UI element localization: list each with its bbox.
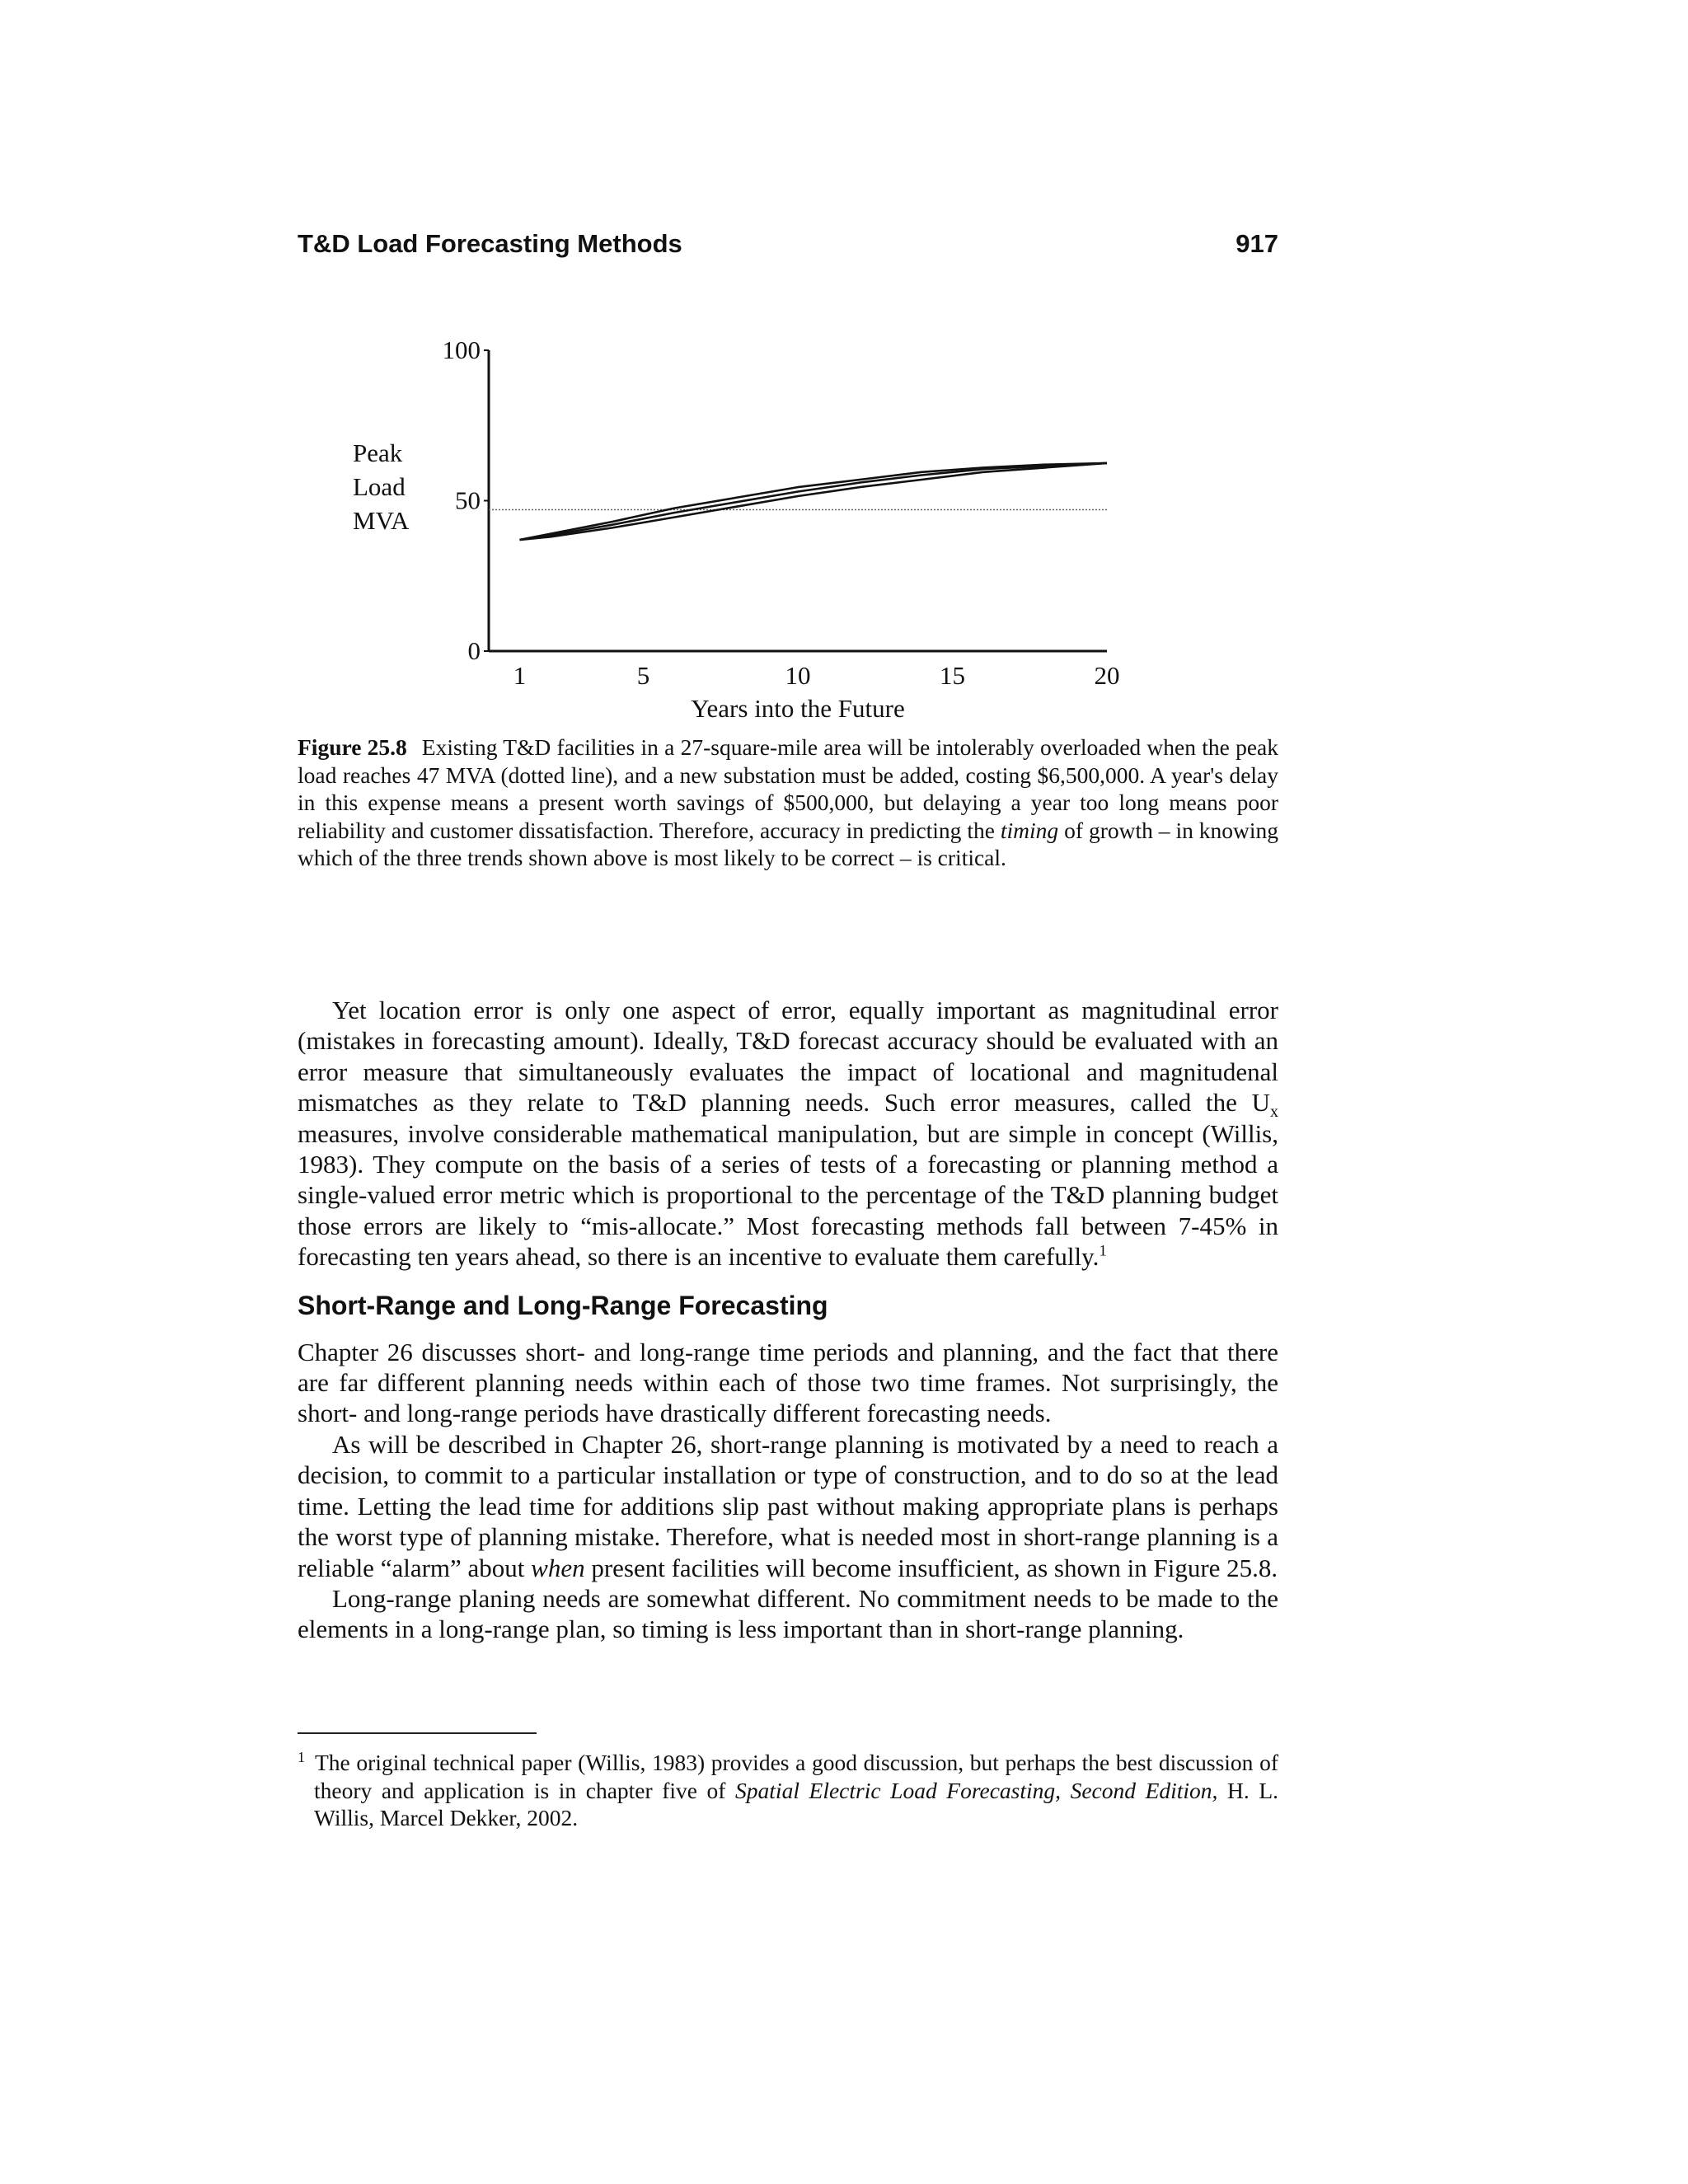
y-axis-label-line-2: MVA xyxy=(353,506,410,535)
running-head-title: T&D Load Forecasting Methods xyxy=(298,229,682,258)
x-tick-label-3: 15 xyxy=(940,661,965,690)
load-growth-chart xyxy=(0,0,1688,725)
page-number: 917 xyxy=(1236,229,1278,258)
series-line-3 xyxy=(520,463,1108,540)
x-tick-label-0: 1 xyxy=(513,661,527,690)
caption-italic: timing xyxy=(1000,817,1059,843)
footnote-text-a: The original technical paper (Willis, 1983) provides a good discussion, but perhaps the best discussion of theory and application is in chapter five of xyxy=(314,1750,1278,1803)
footnote-rule xyxy=(298,1732,537,1734)
x-tick-label-2: 10 xyxy=(785,661,811,690)
paragraph-1 xyxy=(298,995,1278,1272)
paragraph-3 xyxy=(298,1429,1278,1583)
body-text xyxy=(298,995,1278,1645)
footnote-marker: 1 xyxy=(298,1748,305,1765)
footnote-text-b: H. L. Willis, Marcel Dekker, 2002. xyxy=(314,1777,1278,1830)
subscript-x: x xyxy=(1270,1103,1278,1122)
y-axis-label-line-1: Load xyxy=(353,472,406,501)
footnote-ref-1: 1 xyxy=(1099,1242,1107,1260)
figure-label: Figure 25.8 xyxy=(298,734,407,760)
figure-caption xyxy=(298,733,1278,872)
paragraph-1-text-a: Yet location error is only one aspect of error, equally important as magnitudinal error (mistakes in forecasting amount). Ideally, T&D forecast accuracy should be evaluated with an error measure that simultaneously evaluates the impact of locational and magnitudenal mismatches as they relate to T&D planning needs. Such error measures, called the U xyxy=(298,996,1278,1118)
section-heading: Short-Range and Long-Range Forecasting xyxy=(298,1290,828,1320)
paragraph-1-text-b: measures, involve considerable mathematical manipulation, but are simple in concept (Willis, 1983). They compute on the basis of a series of tests of a forecasting or planning method a single-valued error metric which is proportional to the percentage of the T&D planning budget those errors are likely to “mis-allocate.” Most forecasting methods fall between 7-45% in forecasting ten years ahead, so there is an incentive to evaluate them carefully. xyxy=(298,1118,1278,1272)
paragraph-3-text-a: As will be described in Chapter 26, short-range planning is motivated by a need to reach a decision, to commit to a particular installation or type of construction, and to do so at the lead time. Letting the lead time for additions slip past without making appropriate plans is perhaps the worst type of planning mistake. Therefore, what is needed most in short-range planning is a reliable “alarm” about xyxy=(298,1429,1278,1582)
footnote-italic: Spatial Electric Load Forecasting, Second Edition, xyxy=(735,1777,1218,1803)
figure-25-8 xyxy=(0,0,1688,725)
x-tick-label-4: 20 xyxy=(1094,661,1120,690)
y-tick-label-0: 0 xyxy=(467,636,481,665)
paragraph-4: Long-range planing needs are somewhat different. No commitment needs to be made to the elements in a long-range plan, so timing is less important than in short-range planning. xyxy=(298,1583,1278,1644)
y-axis-label-line-0: Peak xyxy=(353,438,403,467)
paragraph-3-italic: when xyxy=(531,1553,585,1582)
x-axis-label: Years into the Future xyxy=(691,694,905,723)
caption-text-2: of growth – in knowing which of the three trends shown above is most likely to be correct – is critical. xyxy=(298,817,1279,870)
y-tick-label-1: 50 xyxy=(455,485,481,515)
paragraph-3-text-b: present facilities will become insufficient, as shown in Figure 25.8. xyxy=(591,1553,1278,1582)
footnote xyxy=(298,1749,1278,1832)
caption-text-1: Existing T&D facilities in a 27-square-mile area will be intolerably overloaded when the peak load reaches 47 MVA (dotted line), and a new substation must be added, costing $6,500,000. A year's delay in this expense means a present worth savings of $500,000, but delaying a year too long means poor reliability and customer dissatisfaction. Therefore, accuracy in predicting the xyxy=(298,734,1279,843)
paragraph-2: Chapter 26 discusses short- and long-range time periods and planning, and the fact that there are far different planning needs within each of those two time frames. Not surprisingly, the short- and long-range periods have drastically different forecasting needs. xyxy=(298,1337,1278,1428)
y-tick-label-2: 100 xyxy=(442,335,481,364)
x-tick-label-1: 5 xyxy=(636,661,650,690)
